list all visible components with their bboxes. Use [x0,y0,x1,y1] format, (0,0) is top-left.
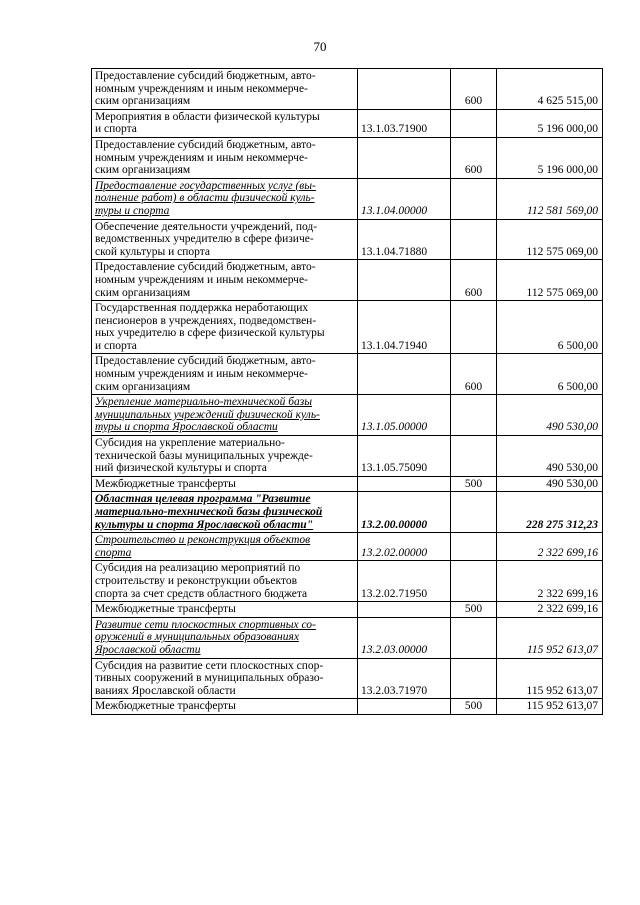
row-amount-cell [497,137,603,178]
row-expense-type-cell [451,301,497,354]
row-name-cell [92,658,358,699]
table-row [92,395,603,436]
row-code-cell-text: 13.2.02.00000 [361,546,428,559]
row-name-cell-text: Предоставление субсидий бюджетным, авто- номным учреждениям и иным некоммерче- ским организациям [95,70,316,108]
row-name-cell-text: Укрепление материально-технической базы муниципальных учреждений физической куль- туры и спорта Ярославской области [95,396,320,434]
row-amount-cell [497,658,603,699]
row-code-cell [358,476,451,492]
row-amount-cell-text: 112 581 569,00 [526,204,598,217]
row-amount-cell-text: 2 322 699,16 [537,603,598,616]
budget-table-body [92,69,603,715]
row-expense-type-cell-text: 600 [464,286,483,299]
row-code-cell [358,617,451,658]
row-amount-cell [497,602,603,618]
row-amount-cell-text: 112 575 069,00 [526,245,598,258]
row-code-cell-text: 13.2.00.00000 [361,518,428,531]
row-amount-cell [497,492,603,533]
row-amount-cell [497,617,603,658]
row-name-cell-text: Предоставление субсидий бюджетным, авто- номным учреждениям и иным некоммерче- ским организациям [95,138,316,177]
page-number: 70 [313,39,327,54]
table-row [92,109,603,137]
row-expense-type-cell [451,178,497,219]
row-amount-cell [497,533,603,561]
table-row [92,476,603,492]
row-name-cell [92,492,358,533]
row-name-cell-text: Обеспечение деятельности учреждений, под- ведомственных учредителю в сфере физиче- ской культуры и спорта [95,220,318,258]
row-code-cell [358,301,451,354]
row-expense-type-cell [451,395,497,436]
table-row [92,436,603,477]
row-amount-cell-text: 112 575 069,00 [526,286,598,299]
row-amount-cell [497,561,603,602]
row-name-cell [92,109,358,137]
table-row [92,617,603,658]
row-name-cell [92,219,358,260]
row-code-cell-text: 13.1.04.00000 [361,204,428,217]
table-row [92,178,603,219]
row-code-cell-text: 13.2.02.71950 [361,587,428,600]
row-name-cell-text: Субсидия на укрепление материально- технической базы муниципальных учрежде- ний физической культуры и спорта [95,437,313,475]
row-code-cell [358,561,451,602]
row-expense-type-cell [451,69,497,110]
row-amount-cell [497,178,603,219]
row-code-cell [358,492,451,533]
row-code-cell [358,658,451,699]
row-code-cell [358,354,451,395]
row-name-cell [92,137,358,178]
row-expense-type-cell [451,492,497,533]
row-expense-type-cell [451,109,497,137]
table-row [92,69,603,110]
row-name-cell [92,561,358,602]
row-name-cell-text: Предоставление государственных услуг (вы- полнение работ) в области физической куль- туры и спорта [95,179,316,217]
row-name-cell-text: Субсидия на реализацию мероприятий по строительству и реконструкции объектов спорта за счет средств областного бюджета [95,562,308,600]
row-name-cell-text: Межбюджетные трансферты [95,700,236,713]
row-expense-type-cell [451,260,497,301]
row-name-cell [92,476,358,492]
row-amount-cell [497,354,603,395]
row-name-cell [92,178,358,219]
row-name-cell [92,260,358,301]
row-expense-type-cell [451,533,497,561]
row-code-cell [358,109,451,137]
row-amount-cell-text: 490 530,00 [546,477,598,490]
row-code-cell-text: 13.1.04.71880 [361,245,428,258]
row-name-cell [92,354,358,395]
row-amount-cell [497,69,603,110]
row-amount-cell-text: 6 500,00 [557,380,598,393]
table-row [92,137,603,178]
row-expense-type-cell [451,354,497,395]
row-name-cell [92,69,358,110]
row-code-cell-text: 13.1.05.75090 [361,462,428,475]
table-row [92,602,603,618]
row-expense-type-cell-text: 600 [464,380,483,393]
row-name-cell [92,533,358,561]
table-row [92,658,603,699]
row-amount-cell [497,476,603,492]
row-amount-cell-text: 5 196 000,00 [537,164,598,177]
row-expense-type-cell [451,699,497,715]
row-amount-cell [497,699,603,715]
row-code-cell [358,699,451,715]
row-name-cell-text: Предоставление субсидий бюджетным, авто- номным учреждениям и иным некоммерче- ским организациям [95,261,316,299]
row-amount-cell-text: 4 625 515,00 [537,95,598,108]
row-amount-cell [497,301,603,354]
row-expense-type-cell [451,476,497,492]
row-amount-cell-text: 115 952 613,07 [526,700,598,713]
row-expense-type-cell [451,219,497,260]
table-row [92,260,603,301]
row-amount-cell-text: 5 196 000,00 [537,123,598,136]
row-code-cell-text: 13.1.05.00000 [361,421,428,434]
table-row [92,699,603,715]
row-amount-cell-text: 115 952 613,07 [526,643,598,656]
row-expense-type-cell-text: 600 [464,95,483,108]
row-code-cell-text: 13.2.03.00000 [361,643,428,656]
row-amount-cell-text: 115 952 613,07 [526,684,598,697]
row-code-cell [358,602,451,618]
row-expense-type-cell-text: 500 [464,477,483,490]
row-name-cell [92,436,358,477]
row-code-cell [358,219,451,260]
row-amount-cell [497,436,603,477]
row-expense-type-cell-text: 500 [464,603,483,616]
row-code-cell [358,533,451,561]
row-name-cell-text: Межбюджетные трансферты [95,477,236,490]
row-code-cell [358,436,451,477]
row-expense-type-cell-text: 600 [464,164,483,177]
row-name-cell-text: Межбюджетные трансферты [95,603,236,616]
row-expense-type-cell-text: 500 [464,700,483,713]
table-row [92,492,603,533]
row-expense-type-cell [451,658,497,699]
table-row [92,301,603,354]
row-name-cell-text: Мероприятия в области физической культуры и спорта [95,110,320,136]
row-amount-cell-text: 2 322 699,16 [537,587,598,600]
row-amount-cell-text: 490 530,00 [546,462,598,475]
row-amount-cell [497,395,603,436]
row-amount-cell-text: 6 500,00 [557,339,598,352]
row-name-cell-text: Строительство и реконструкция объектов спорта [95,534,311,559]
row-amount-cell-text: 228 275 312,23 [526,518,598,531]
row-expense-type-cell [451,561,497,602]
row-name-cell [92,395,358,436]
row-name-cell [92,602,358,618]
row-code-cell-text: 13.1.04.71940 [361,339,428,352]
row-name-cell [92,699,358,715]
row-amount-cell [497,260,603,301]
row-name-cell-text: Субсидия на развитие сети плоскостных спор- тивных сооружений в муниципальных образо- ваниях Ярославской области [95,659,324,697]
row-expense-type-cell [451,137,497,178]
row-amount-cell-text: 490 530,00 [546,421,598,434]
row-code-cell-text: 13.1.03.71900 [361,123,428,136]
row-code-cell-text: 13.2.03.71970 [361,684,428,697]
row-expense-type-cell [451,617,497,658]
row-name-cell-text: Областная целевая программа "Развитие материально-технической базы физической культуры и спорта Ярославской области" [95,493,323,531]
budget-table [91,68,603,715]
table-row [92,561,603,602]
row-name-cell [92,301,358,354]
row-expense-type-cell [451,436,497,477]
table-row [92,533,603,561]
row-code-cell [358,395,451,436]
row-code-cell [358,178,451,219]
row-code-cell [358,137,451,178]
row-amount-cell-text: 2 322 699,16 [537,546,598,559]
table-row [92,219,603,260]
row-code-cell [358,69,451,110]
row-name-cell [92,617,358,658]
row-expense-type-cell [451,602,497,618]
row-name-cell-text: Государственная поддержка неработающих пенсионеров в учреждениях, подведомствен- ных учредителю в сфере физической культуры и спорта [95,302,325,352]
row-name-cell-text: Предоставление субсидий бюджетным, авто- номным учреждениям и иным некоммерче- ским организациям [95,355,316,393]
row-name-cell-text: Развитие сети плоскостных спортивных со- оружений в муниципальных образованиях Ярославской области [95,618,316,656]
table-row [92,354,603,395]
row-amount-cell [497,109,603,137]
row-code-cell [358,260,451,301]
row-amount-cell [497,219,603,260]
